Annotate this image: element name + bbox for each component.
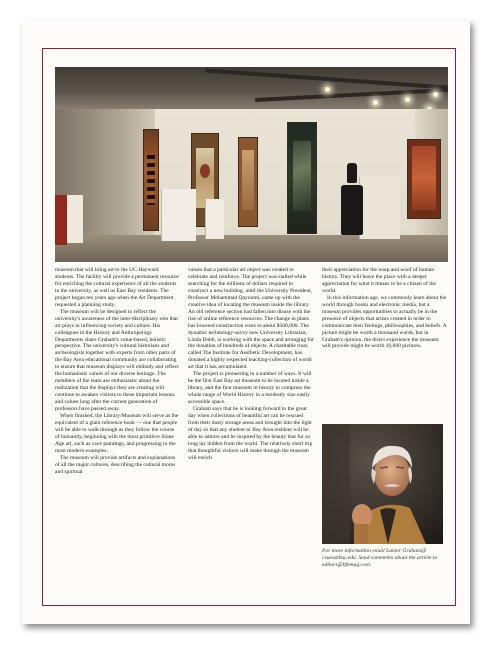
paragraph: When finished, the Library/Museum will serve as the equivalent of a giant reference book — one that people will be able to walk through as they follow the course of humanity, beginning with the most primitive Stone Age art, such as cave paintings, and progressing to the most modern examples. — [55, 413, 179, 454]
ceiling-spotlight — [405, 97, 410, 102]
dark-sculpture — [341, 185, 363, 235]
paragraph: values that a particular art object was created to celebrate and reinforce. The project was stalled while searching for the millions of dollars required to construct a new building, until the University President, Professor Mohammad Qayoumi, came up with the creative idea of locating the museum inside the library. An old reference section had fallen into disuse with the rise of online reference resources. The change in plans has lowered construction costs to about $500,000. The dynamic technology-savvy new University Librarian, Linda Dobb, is working with the space and arranging for the donation of hundreds of objects. A charitable trust, called The Institute for Aesthetic Development, has donated a highly respected teaching-collection of world art that it has accumulated. — [188, 267, 315, 371]
photo-caption: For more information email Lanier Graham@ csueastbay.edu. Send comments about the article to editors@bfemag.com. — [322, 548, 438, 568]
ceiling-spotlight — [325, 87, 330, 92]
paragraph: The museum will provide artifacts and explanations of all the major cultures, describing the cultural mores and spiritual — [55, 454, 176, 475]
hanging-scroll — [238, 137, 258, 227]
portrait-photo — [322, 424, 443, 544]
red-display-case — [55, 195, 67, 245]
display-pedestal — [359, 177, 400, 239]
paragraph: Graham says that he is looking forward to the great day when collections of beautiful art can be rescued from their dusty storage areas and brought into the light of day so that any student or Bay Area resident will be able to admire and be inspired by the beauty that for so long lay hidden from the world. The relatively short trip that thoughtful visitors will make through the museum will enrich — [188, 406, 313, 461]
paragraph: In this information age, we commonly learn about the world through books and electronic media, but a museum provides opportunities to actually be in the presence of objects that artists created in order to communicate their feelings, philosophies, and beliefs. A picture might be worth a thousand words, but in Graham's opinion, the direct experience the museum will provide might be worth 10,000 pictures. — [322, 294, 447, 350]
ceiling-spotlight — [433, 92, 438, 97]
paragraph: The museum will be designed to reflect the university's awareness of the inter-disciplinary role that art plays in influencing society and culture. His colleagues in the History and Anthropology Departments share Graham's value-based, holistic perspective. The university's cultural historians and archeologists together with experts from other parts of the Bay Area educational community are collaborating to ensure that museum displays will embody and reflect the humanistic values of our diverse heritage. The members of the team are enthusiastic about the realization that the displays they are creating will continue to awaken visitors to these important lessons and values long after the current generation of professors have passed away. — [55, 308, 179, 413]
hanging-scroll — [287, 122, 317, 234]
hanging-scroll — [143, 129, 159, 231]
black-vase — [347, 163, 357, 183]
paragraph: their appreciation for the warp and woof of human history. They will leave the place with a deeper appreciation for what it means to be a citizen of the world. — [322, 267, 436, 294]
display-pedestal — [161, 189, 196, 241]
portrait-illustration — [322, 424, 443, 544]
paragraph: The project is pioneering in a number of ways. It will be the first East Bay art museum to be located inside a library, and the first museum in history to compress the whole range of World History in a modestly size easily accessible space. — [188, 371, 312, 406]
hanging-scroll — [407, 139, 441, 219]
gallery-photo — [55, 67, 448, 262]
article-column-3 — [322, 267, 448, 350]
article-column-2 — [188, 267, 314, 462]
gallery-floor — [55, 235, 448, 262]
ceiling-spotlight — [373, 100, 378, 105]
paragraph: museum that will bring art to the UC Hayward students. The facility will provide a permanent resource for enriching the cultural experience of all the students in the university, as well as East Bay residents. The project began ten years ago when the Art Department requested a planning study. — [55, 267, 179, 308]
article-column-1 — [55, 267, 179, 476]
display-pedestal — [205, 199, 224, 239]
